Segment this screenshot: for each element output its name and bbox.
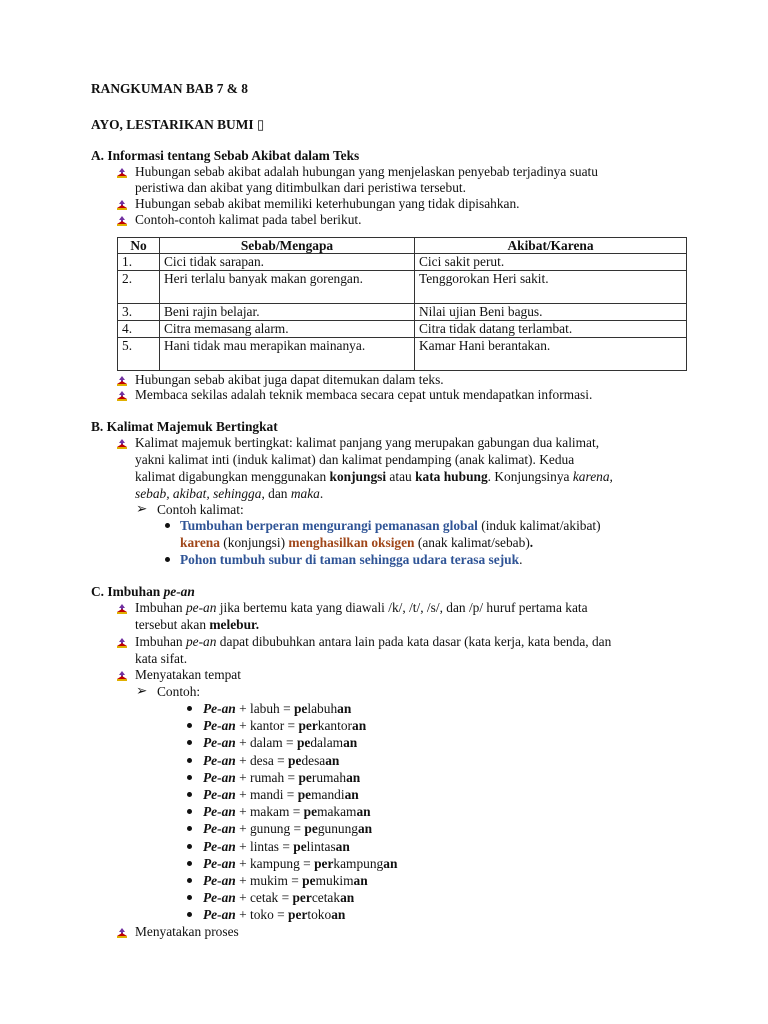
text-run: Pe-an — [203, 701, 236, 716]
term-konjungsi: konjungsi — [329, 469, 387, 484]
table-row — [118, 254, 687, 271]
table-cell-no: 1. — [118, 254, 160, 271]
text-run: pe — [298, 770, 312, 785]
table-row — [118, 321, 687, 338]
text-run: pe — [297, 787, 312, 802]
text-run: dalam — [310, 735, 344, 750]
bullet-dot-icon — [187, 758, 192, 763]
arrow-bullet-icon — [116, 390, 128, 402]
list-item — [203, 872, 368, 889]
section-a-bullet-4: Hubungan sebab akibat juga dapat ditemukan dalam teks. — [135, 372, 444, 387]
table-cell-akibat: Nilai ujian Beni bagus. — [415, 304, 687, 321]
text-run: pe-an — [163, 584, 195, 599]
section-c-bullet-1-line-2 — [135, 616, 259, 633]
bullet-dot-icon — [187, 809, 192, 814]
table-cell-sebab: Beni rajin belajar. — [160, 304, 415, 321]
text-run: per — [292, 890, 312, 905]
table-header-no: No — [118, 238, 160, 254]
table-cell-no: 4. — [118, 321, 160, 338]
text-run: jika bertemu kata yang diawali /k/, /t/, /s/, dan /p/ huruf pertama kata — [216, 600, 588, 615]
bullet-dot-icon — [187, 723, 192, 728]
term-karena: karena, — [572, 469, 613, 484]
text-run: Pe-an — [203, 821, 236, 836]
table-cell-no: 5. — [118, 338, 160, 371]
term-kata-hubung: kata hubung — [415, 469, 488, 484]
text-run: an — [325, 753, 340, 768]
text-run: Pe-an — [203, 804, 236, 819]
text-run: an — [356, 804, 371, 819]
text-run: an — [331, 907, 346, 922]
example-conjunction: karena — [180, 535, 220, 550]
text-run: Pe-an — [203, 753, 236, 768]
text-run: kantor — [317, 718, 353, 733]
text-run: melebur. — [209, 617, 260, 632]
text-run: . — [529, 535, 534, 550]
bullet-dot-icon — [165, 557, 170, 562]
text-run: an — [343, 735, 358, 750]
section-c-bullet-4: Menyatakan proses — [135, 924, 239, 939]
text-run: pe — [293, 701, 308, 716]
arrow-bullet-icon — [116, 637, 128, 649]
section-a-bullet-3: Contoh-contoh kalimat pada tabel berikut. — [135, 212, 362, 227]
section-a-heading: A. Informasi tentang Sebab Akibat dalam Teks — [91, 148, 360, 163]
arrow-bullet-icon — [116, 199, 128, 211]
text-run: + makam = — [235, 804, 304, 819]
list-item — [203, 752, 339, 769]
list-item — [203, 769, 360, 786]
text-run: + mukim = — [235, 873, 303, 888]
text-run: toko — [307, 907, 332, 922]
section-c-bullet-3: Menyatakan tempat — [135, 667, 241, 682]
example-main-clause: Tumbuhan berperan mengurangi pemanasan global — [180, 518, 478, 533]
section-b-paragraph-line-1: Kalimat majemuk bertingkat: kalimat panjang yang merupakan gabungan dua kalimat, — [135, 435, 600, 450]
text-run: per — [314, 856, 334, 871]
text-run: + gunung = — [235, 821, 305, 836]
arrow-bullet-icon — [116, 603, 128, 615]
text-run: Pe-an — [203, 873, 236, 888]
text-run: mukim — [315, 873, 354, 888]
text-run: + rumah = — [235, 770, 299, 785]
section-b-paragraph-line-4 — [135, 485, 323, 502]
table-header-row — [118, 238, 687, 254]
arrow-bullet-icon — [116, 927, 128, 939]
text-run: an — [357, 821, 373, 836]
text-run: kampung — [333, 856, 384, 871]
bullet-dot-icon — [187, 878, 192, 883]
list-item — [203, 889, 354, 906]
term-list: sebab, akibat, sehingga — [135, 486, 262, 501]
bullet-dot-icon — [187, 826, 192, 831]
text-run: an — [352, 718, 367, 733]
text-run: + toko = — [235, 907, 289, 922]
list-item — [203, 786, 359, 803]
arrow-bullet-icon — [116, 375, 128, 387]
document-title: RANGKUMAN BAB 7 & 8 — [91, 81, 248, 96]
section-a-bullet-1-line-1: Hubungan sebab akibat adalah hubungan yang menjelaskan penyebab terjadinya suatu — [135, 164, 598, 179]
arrow-bullet-icon — [116, 215, 128, 227]
text-run: . — [319, 486, 324, 501]
arrowhead-bullet-icon: ➢ — [136, 501, 148, 516]
example-1-line-2 — [180, 534, 533, 551]
text-run: pe — [304, 821, 318, 836]
text-run: Pe-an — [203, 839, 236, 854]
text-run: makam — [317, 804, 357, 819]
bullet-dot-icon — [165, 523, 170, 528]
text-run: lintas — [306, 839, 336, 854]
text-run: desa — [301, 753, 326, 768]
text-run: Pe-an — [203, 890, 236, 905]
table-row — [118, 338, 687, 371]
list-item — [203, 734, 357, 751]
table-cell-akibat: Cici sakit perut. — [415, 254, 687, 271]
text-run: kalimat digabungkan menggunakan — [135, 469, 330, 484]
list-item — [203, 838, 350, 855]
list-item — [203, 803, 371, 820]
table-cell-sebab: Citra memasang alarm. — [160, 321, 415, 338]
text-run: pe-an — [185, 634, 217, 649]
text-run: atau — [386, 469, 416, 484]
text-run: per — [298, 718, 318, 733]
bullet-dot-icon — [187, 895, 192, 900]
text-run: mandi — [311, 787, 345, 802]
bullet-dot-icon — [187, 861, 192, 866]
text-run: Imbuhan — [135, 634, 186, 649]
text-run: . — [519, 552, 523, 567]
list-item — [203, 855, 397, 872]
text-run: + dalam = — [235, 735, 297, 750]
text-run: pe-an — [185, 600, 217, 615]
text-run: Pe-an — [203, 907, 236, 922]
bullet-dot-icon — [187, 912, 192, 917]
list-item — [203, 906, 345, 923]
text-run: dapat dibubuhkan antara lain pada kata dasar (kata kerja, kata benda, dan — [216, 634, 612, 649]
section-b-paragraph-line-2: yakni kalimat inti (induk kalimat) dan kalimat pendamping (anak kalimat). Kedua — [135, 452, 575, 467]
text-run: pe — [303, 804, 318, 819]
example-annotation: (anak kalimat/sebab) — [414, 535, 530, 550]
text-run: , dan — [261, 486, 291, 501]
section-c-contoh-label: Contoh: — [157, 684, 201, 699]
table-header-sebab: Sebab/Mengapa — [160, 238, 415, 254]
example-annotation: (konjungsi) — [219, 535, 289, 550]
text-run: Pe-an — [203, 770, 236, 785]
text-run: C. Imbuhan — [91, 584, 164, 599]
table-cell-no: 2. — [118, 271, 160, 304]
text-run: an — [335, 839, 350, 854]
text-run: an — [337, 701, 352, 716]
example-sub-clause: menghasilkan oksigen — [288, 535, 415, 550]
bullet-dot-icon — [187, 706, 192, 711]
list-item — [203, 717, 366, 734]
text-run: an — [346, 770, 361, 785]
table-cell-akibat: Tenggorokan Heri sakit. — [415, 271, 687, 304]
table-cell-no: 3. — [118, 304, 160, 321]
text-run: an — [383, 856, 398, 871]
text-run: labuh — [307, 701, 338, 716]
table-cell-akibat: Kamar Hani berantakan. — [415, 338, 687, 371]
table-header-akibat: Akibat/Karena — [415, 238, 687, 254]
arrow-bullet-icon — [116, 670, 128, 682]
text-run: an — [353, 873, 368, 888]
text-run: gunung — [317, 821, 358, 836]
text-run: . Konjungsinya — [487, 469, 573, 484]
table-cell-sebab: Cici tidak sarapan. — [160, 254, 415, 271]
example-annotation: (induk kalimat/akibat) — [477, 518, 601, 533]
section-c-bullet-1-line-1 — [135, 599, 588, 616]
text-run: Pe-an — [203, 735, 236, 750]
section-c-bullet-2-line-1 — [135, 633, 611, 650]
text-run: + mandi = — [235, 787, 298, 802]
text-run: + desa = — [235, 753, 289, 768]
text-run: + lintas = — [235, 839, 294, 854]
text-run: tersebut akan — [135, 617, 210, 632]
section-b-heading: B. Kalimat Majemuk Bertingkat — [91, 419, 278, 434]
text-run: + labuh = — [235, 701, 294, 716]
section-c-bullet-2-line-2: kata sifat. — [135, 651, 188, 666]
text-run: pe — [296, 735, 311, 750]
text-run: Pe-an — [203, 718, 236, 733]
text-run: pe — [293, 839, 307, 854]
table-cell-sebab: Heri terlalu banyak makan gorengan. — [160, 271, 415, 304]
example-1-line-1 — [180, 517, 601, 534]
text-run: an — [344, 787, 359, 802]
section-b-paragraph-line-3 — [135, 468, 613, 485]
table-row — [118, 304, 687, 321]
arrowhead-bullet-icon: ➢ — [136, 683, 148, 698]
text-run: an — [340, 890, 355, 905]
text-run: rumah — [311, 770, 347, 785]
text-run: pe — [302, 873, 316, 888]
section-c-heading — [91, 583, 195, 600]
text-run: + cetak = — [235, 890, 293, 905]
text-run: cetak — [311, 890, 341, 905]
table-cell-sebab: Hani tidak mau merapikan mainanya. — [160, 338, 415, 371]
section-a-bullet-1-line-2: peristiwa dan akibat yang ditimbulkan dari peristiwa tersebut. — [135, 180, 466, 195]
example-sentence: Pohon tumbuh subur di taman sehingga udara terasa sejuk — [180, 552, 520, 567]
example-2 — [180, 551, 522, 568]
bullet-dot-icon — [187, 775, 192, 780]
list-item — [203, 700, 351, 717]
arrow-bullet-icon — [116, 438, 128, 450]
bullet-dot-icon — [187, 792, 192, 797]
section-b-contoh-label: Contoh kalimat: — [157, 502, 244, 517]
document-subtitle: AYO, LESTARIKAN BUMI ▯ — [91, 117, 265, 132]
text-run: + kampung = — [235, 856, 315, 871]
cause-effect-table — [117, 237, 687, 371]
list-item — [203, 820, 372, 837]
table-row — [118, 271, 687, 304]
bullet-dot-icon — [187, 740, 192, 745]
table-cell-akibat: Citra tidak datang terlambat. — [415, 321, 687, 338]
text-run: Imbuhan — [135, 600, 186, 615]
text-run: + kantor = — [235, 718, 299, 733]
term-maka: maka — [290, 486, 320, 501]
arrow-bullet-icon — [116, 167, 128, 179]
text-run: pe — [288, 753, 302, 768]
bullet-dot-icon — [187, 844, 192, 849]
text-run: per — [288, 907, 308, 922]
section-a-bullet-5: Membaca sekilas adalah teknik membaca secara cepat untuk mendapatkan informasi. — [135, 387, 593, 402]
text-run: Pe-an — [203, 856, 236, 871]
section-a-bullet-2: Hubungan sebab akibat memiliki keterhubungan yang tidak dipisahkan. — [135, 196, 520, 211]
text-run: Pe-an — [203, 787, 236, 802]
